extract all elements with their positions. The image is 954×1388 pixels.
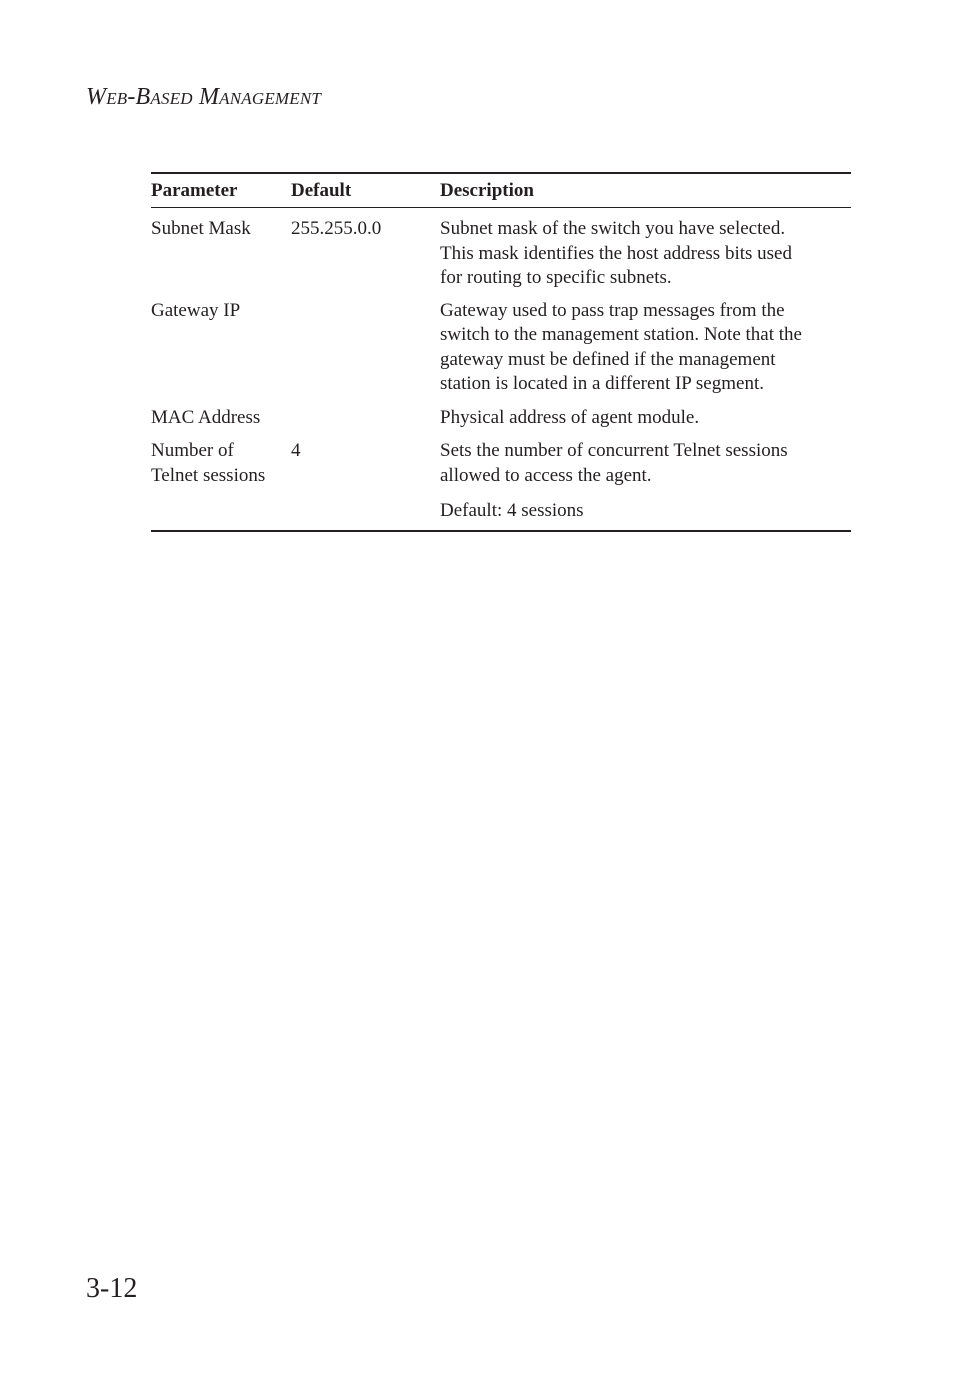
- table-row-default-note: [151, 499, 851, 524]
- parameter-cell: [151, 439, 291, 488]
- default-cell: 255.255.0.0: [291, 218, 382, 239]
- description-line: switch to the management station. Note that the: [440, 324, 802, 345]
- description-cell: [440, 406, 851, 431]
- table-row-subnet-mask: [151, 217, 851, 291]
- column-header-description: Description: [440, 179, 534, 201]
- parameter-cell: [151, 406, 291, 431]
- running-header: Web-Based Management: [86, 84, 322, 110]
- table-row-telnet-sessions: [151, 439, 851, 488]
- parameter-name: Telnet sessions: [151, 464, 266, 486]
- default-cell: 4: [291, 440, 301, 461]
- table-row-gateway-ip: [151, 299, 851, 397]
- description-line: Physical address of agent module.: [440, 406, 700, 428]
- parameter-table: [151, 172, 851, 532]
- page-number: 3-12: [86, 1273, 138, 1304]
- description-line: This mask identifies the host address bits used: [440, 242, 792, 264]
- table-header-row: [151, 174, 851, 208]
- parameter-name: Number of: [151, 440, 234, 461]
- description-cell: [440, 217, 851, 291]
- description-line: Sets the number of concurrent Telnet sessions: [440, 440, 788, 461]
- default-note: Default: 4 sessions: [440, 500, 584, 521]
- parameter-name: Subnet Mask: [151, 218, 251, 239]
- default-cell: [291, 406, 440, 431]
- description-cell: [440, 439, 851, 488]
- column-header-default: Default: [291, 179, 352, 201]
- parameter-cell: [151, 299, 291, 397]
- parameter-name: Gateway IP: [151, 299, 241, 321]
- table-row-mac-address: [151, 406, 851, 431]
- description-line: for routing to specific subnets.: [440, 267, 672, 288]
- description-line: Subnet mask of the switch you have selected.: [440, 218, 786, 239]
- parameter-name: MAC Address: [151, 406, 261, 428]
- parameter-cell: [151, 499, 291, 524]
- description-line: allowed to access the agent.: [440, 464, 652, 486]
- default-cell: [291, 499, 440, 524]
- description-line: Gateway used to pass trap messages from the: [440, 299, 785, 321]
- default-cell: [291, 299, 440, 397]
- description-line: gateway must be defined if the management: [440, 348, 776, 370]
- description-line: station is located in a different IP segment.: [440, 373, 764, 394]
- parameter-cell: [151, 217, 291, 291]
- column-header-parameter: Parameter: [151, 179, 238, 201]
- description-cell: [440, 299, 851, 397]
